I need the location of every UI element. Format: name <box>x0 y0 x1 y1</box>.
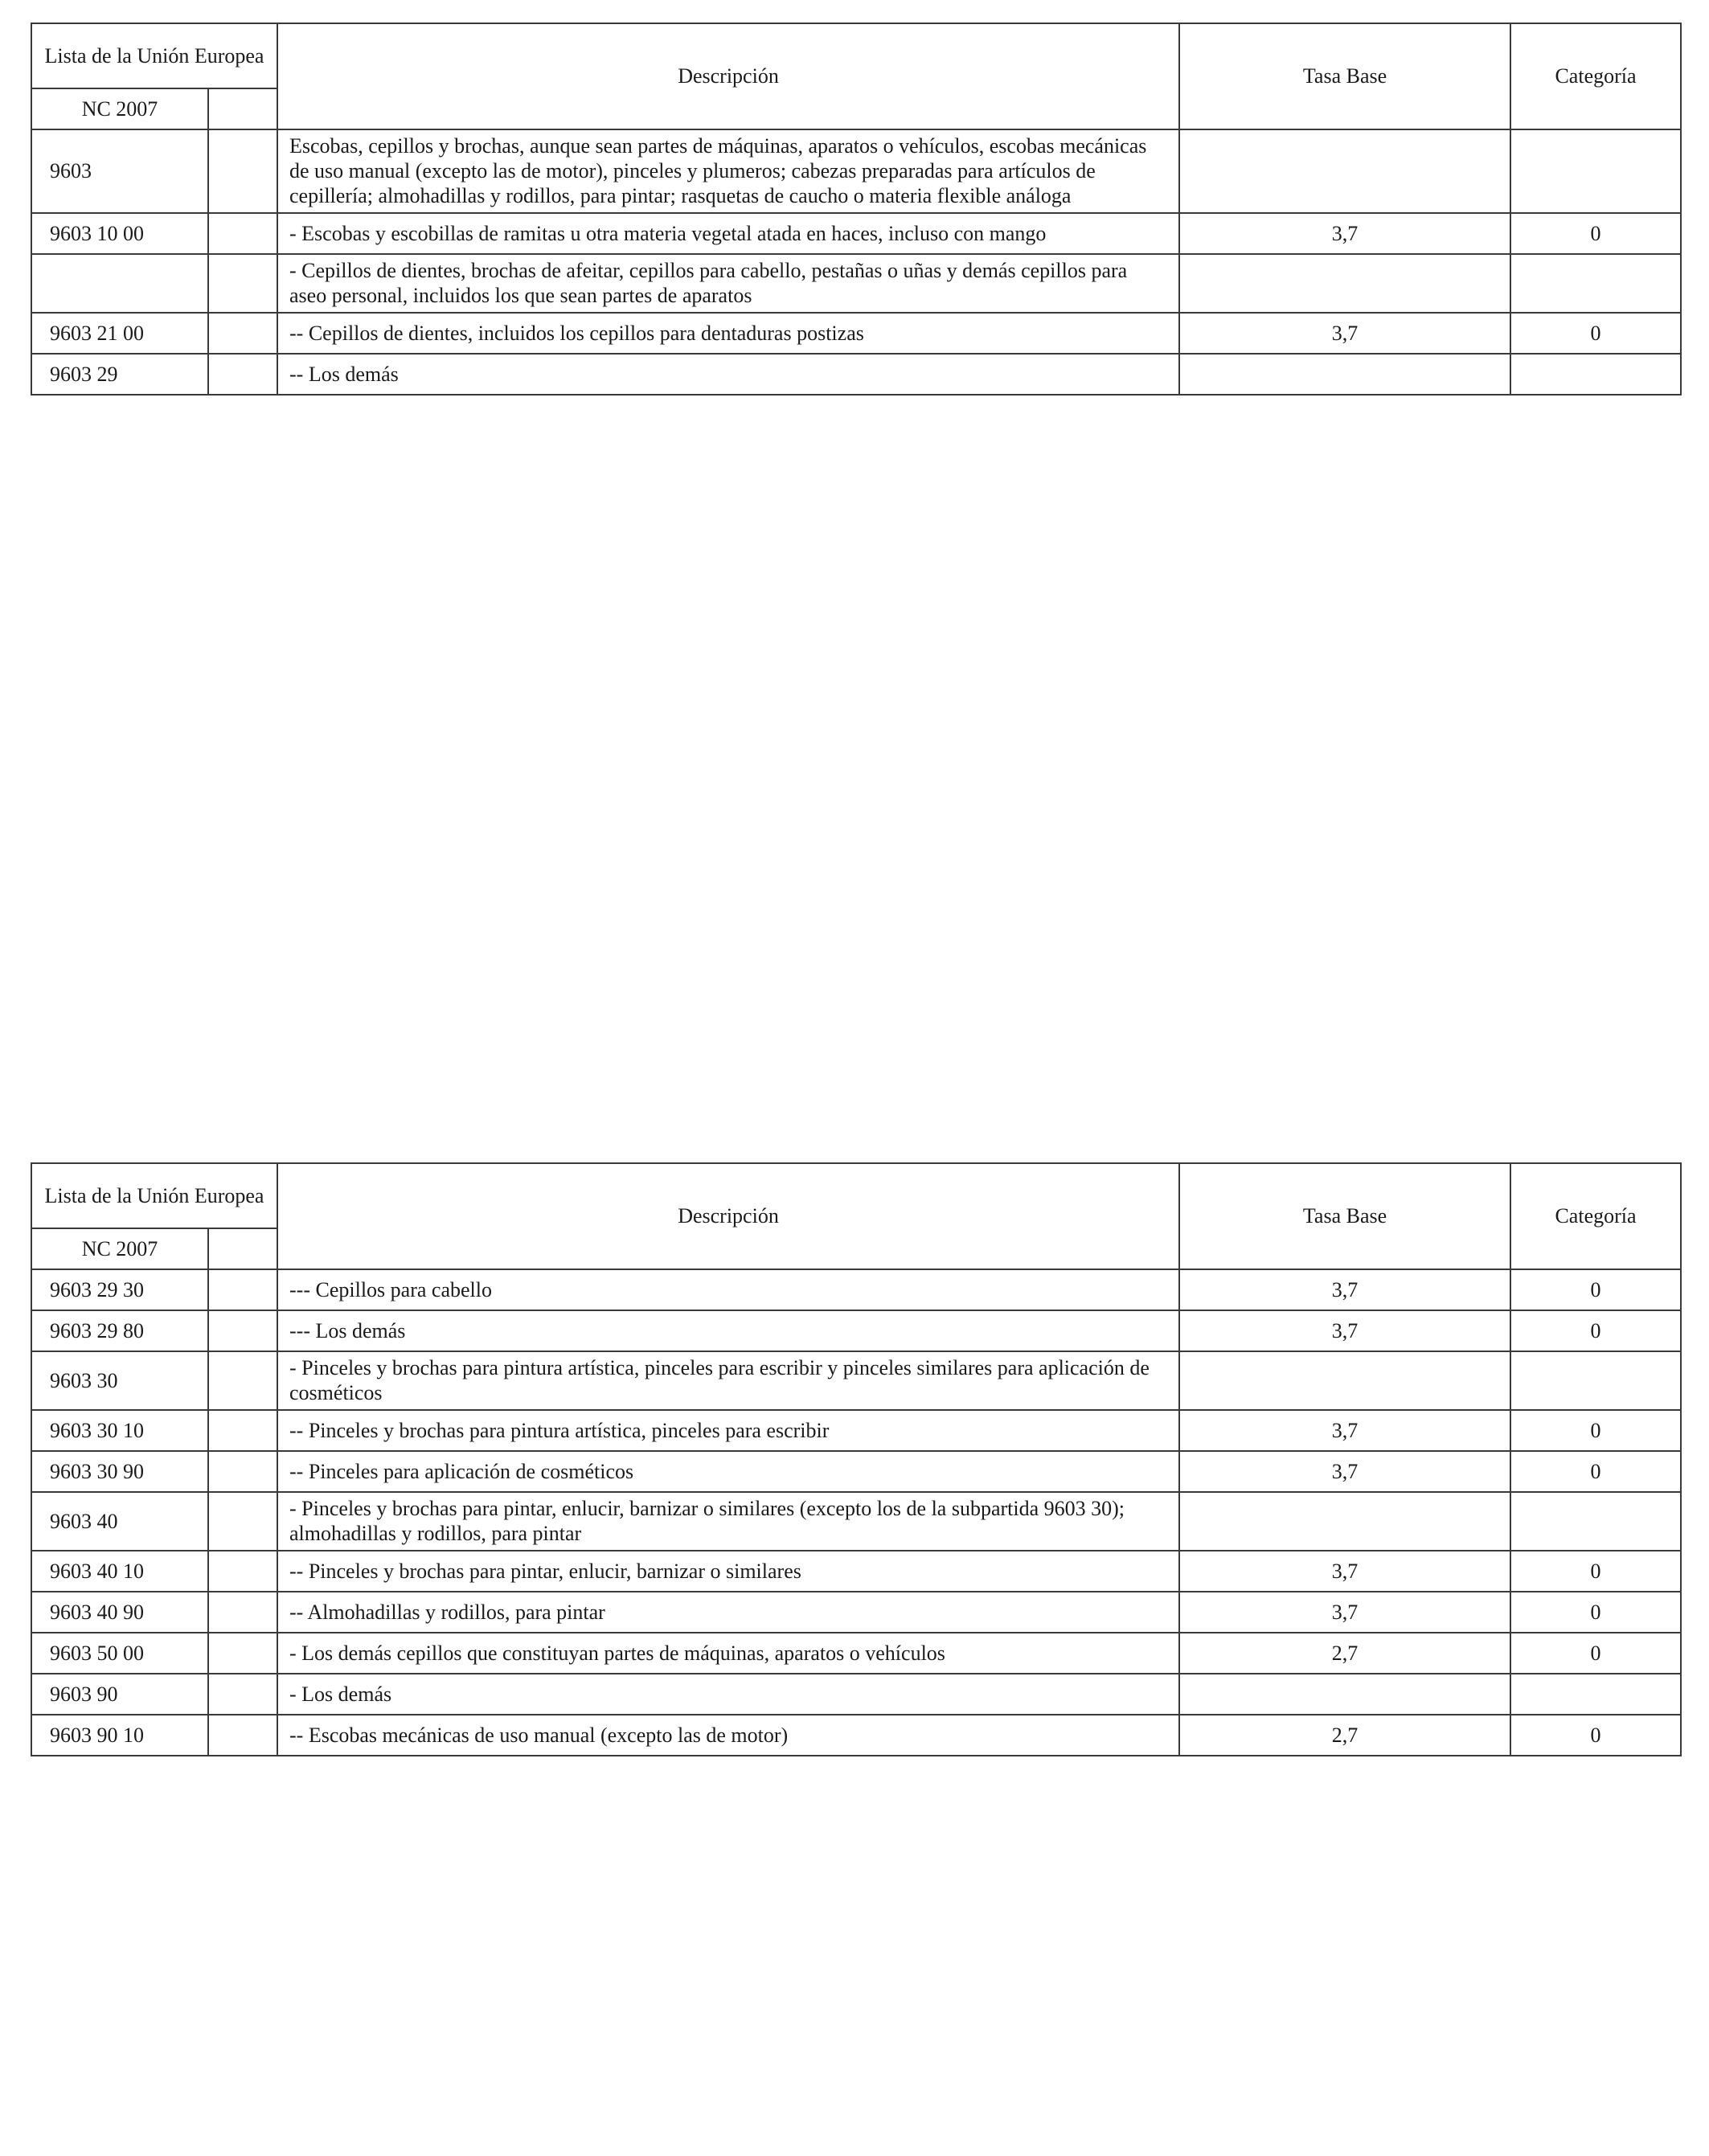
base-rate-cell <box>1179 1674 1510 1715</box>
empty-cell <box>208 1492 277 1551</box>
empty-cell <box>208 313 277 354</box>
description-header: Descripción <box>277 1163 1179 1269</box>
empty-subheader-cell <box>208 88 277 129</box>
nc-code-cell <box>31 254 208 313</box>
category-cell <box>1510 129 1681 213</box>
table-row <box>31 1351 1681 1410</box>
eu-list-header: Lista de la Unión Europea <box>31 1163 277 1228</box>
base-rate-cell: 2,7 <box>1179 1633 1510 1674</box>
description-cell: -- Pinceles y brochas para pintura artística, pinceles para escribir <box>277 1410 1179 1451</box>
table-header-row <box>31 23 1681 88</box>
nc-code-cell: 9603 50 00 <box>31 1633 208 1674</box>
table-row <box>31 254 1681 313</box>
category-cell: 0 <box>1510 1715 1681 1756</box>
base-rate-cell: 3,7 <box>1179 313 1510 354</box>
base-rate-cell: 2,7 <box>1179 1715 1510 1756</box>
empty-cell <box>208 254 277 313</box>
nc-code-cell: 9603 21 00 <box>31 313 208 354</box>
description-cell: - Pinceles y brochas para pintar, enlucir, barnizar o similares (excepto los de la subpartida 9603 30); almohadillas y rodillos, para pintar <box>277 1492 1179 1551</box>
description-cell: Escobas, cepillos y brochas, aunque sean partes de máquinas, aparatos o vehículos, escobas mecánicas de uso manual (excepto las de motor), pinceles y plumeros; cabezas preparadas para artículos de cepillería; almohadillas y rodillos, para pintar; rasquetas de caucho o materia flexible análoga <box>277 129 1179 213</box>
description-cell: -- Pinceles para aplicación de cosméticos <box>277 1451 1179 1492</box>
category-header: Categoría <box>1510 23 1681 129</box>
base-rate-cell <box>1179 354 1510 395</box>
empty-cell <box>208 1551 277 1592</box>
base-rate-header: Tasa Base <box>1179 23 1510 129</box>
table-row <box>31 1674 1681 1715</box>
table-row <box>31 1633 1681 1674</box>
category-cell: 0 <box>1510 1269 1681 1310</box>
nc-code-cell: 9603 40 90 <box>31 1592 208 1633</box>
empty-cell <box>208 1269 277 1310</box>
empty-cell <box>208 213 277 254</box>
category-cell: 0 <box>1510 1592 1681 1633</box>
base-rate-cell <box>1179 1351 1510 1410</box>
base-rate-cell <box>1179 254 1510 313</box>
nc-code-cell: 9603 90 10 <box>31 1715 208 1756</box>
category-cell: 0 <box>1510 213 1681 254</box>
empty-cell <box>208 1351 277 1410</box>
description-cell: - Escobas y escobillas de ramitas u otra materia vegetal atada en haces, incluso con mango <box>277 213 1179 254</box>
eu-list-header: Lista de la Unión Europea <box>31 23 277 88</box>
category-cell <box>1510 1674 1681 1715</box>
description-cell: - Los demás cepillos que constituyan partes de máquinas, aparatos o vehículos <box>277 1633 1179 1674</box>
nc-code-cell: 9603 30 <box>31 1351 208 1410</box>
category-cell <box>1510 1351 1681 1410</box>
nc-code-cell: 9603 40 10 <box>31 1551 208 1592</box>
description-cell: --- Cepillos para cabello <box>277 1269 1179 1310</box>
empty-subheader-cell <box>208 1228 277 1269</box>
tariff-table-2 <box>31 1162 1682 1756</box>
empty-cell <box>208 1715 277 1756</box>
tariff-table-1 <box>31 23 1682 396</box>
nc-code-cell: 9603 90 <box>31 1674 208 1715</box>
empty-cell <box>208 129 277 213</box>
category-cell: 0 <box>1510 1410 1681 1451</box>
table-row <box>31 1715 1681 1756</box>
empty-cell <box>208 1310 277 1351</box>
category-cell <box>1510 354 1681 395</box>
nc-code-cell: 9603 29 80 <box>31 1310 208 1351</box>
base-rate-cell: 3,7 <box>1179 1592 1510 1633</box>
table-row <box>31 1310 1681 1351</box>
category-cell: 0 <box>1510 1633 1681 1674</box>
base-rate-cell: 3,7 <box>1179 1451 1510 1492</box>
table-row <box>31 1410 1681 1451</box>
description-cell: -- Cepillos de dientes, incluidos los cepillos para dentaduras postizas <box>277 313 1179 354</box>
description-cell: - Pinceles y brochas para pintura artística, pinceles para escribir y pinceles similares para aplicación de cosméticos <box>277 1351 1179 1410</box>
base-rate-cell: 3,7 <box>1179 1310 1510 1351</box>
table-row <box>31 1551 1681 1592</box>
base-rate-cell: 3,7 <box>1179 1269 1510 1310</box>
category-header: Categoría <box>1510 1163 1681 1269</box>
base-rate-cell <box>1179 1492 1510 1551</box>
description-cell: - Los demás <box>277 1674 1179 1715</box>
table-header-row <box>31 1163 1681 1228</box>
nc-code-cell: 9603 10 00 <box>31 213 208 254</box>
description-cell: -- Pinceles y brochas para pintar, enlucir, barnizar o similares <box>277 1551 1179 1592</box>
empty-cell <box>208 354 277 395</box>
nc-code-cell: 9603 <box>31 129 208 213</box>
description-cell: -- Escobas mecánicas de uso manual (excepto las de motor) <box>277 1715 1179 1756</box>
description-cell: --- Los demás <box>277 1310 1179 1351</box>
base-rate-cell: 3,7 <box>1179 1551 1510 1592</box>
nc-2007-header: NC 2007 <box>31 1228 208 1269</box>
nc-code-cell: 9603 30 10 <box>31 1410 208 1451</box>
base-rate-header: Tasa Base <box>1179 1163 1510 1269</box>
category-cell: 0 <box>1510 1310 1681 1351</box>
description-cell: -- Almohadillas y rodillos, para pintar <box>277 1592 1179 1633</box>
empty-cell <box>208 1410 277 1451</box>
description-header: Descripción <box>277 23 1179 129</box>
empty-cell <box>208 1592 277 1633</box>
empty-cell <box>208 1451 277 1492</box>
category-cell: 0 <box>1510 313 1681 354</box>
table-row <box>31 129 1681 213</box>
nc-2007-header: NC 2007 <box>31 88 208 129</box>
description-cell: - Cepillos de dientes, brochas de afeitar, cepillos para cabello, pestañas o uñas y demás cepillos para aseo personal, incluidos los que sean partes de aparatos <box>277 254 1179 313</box>
nc-code-cell: 9603 29 <box>31 354 208 395</box>
nc-code-cell: 9603 29 30 <box>31 1269 208 1310</box>
table-row <box>31 1451 1681 1492</box>
table-row <box>31 313 1681 354</box>
table-row <box>31 354 1681 395</box>
empty-cell <box>208 1674 277 1715</box>
table-row <box>31 1269 1681 1310</box>
nc-code-cell: 9603 30 90 <box>31 1451 208 1492</box>
table-row <box>31 213 1681 254</box>
base-rate-cell <box>1179 129 1510 213</box>
category-cell: 0 <box>1510 1551 1681 1592</box>
table-row <box>31 1492 1681 1551</box>
category-cell <box>1510 254 1681 313</box>
nc-code-cell: 9603 40 <box>31 1492 208 1551</box>
table-row <box>31 1592 1681 1633</box>
category-cell: 0 <box>1510 1451 1681 1492</box>
base-rate-cell: 3,7 <box>1179 213 1510 254</box>
empty-cell <box>208 1633 277 1674</box>
category-cell <box>1510 1492 1681 1551</box>
description-cell: -- Los demás <box>277 354 1179 395</box>
base-rate-cell: 3,7 <box>1179 1410 1510 1451</box>
